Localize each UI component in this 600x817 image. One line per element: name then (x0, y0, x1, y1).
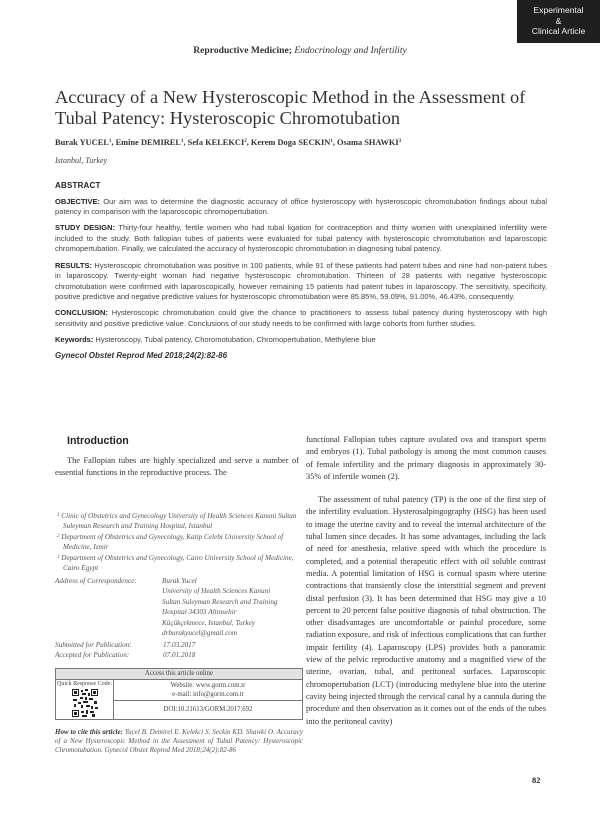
qr-label: Quick Response Code: (57, 681, 112, 687)
author-name: Emine DEMIREL (115, 138, 181, 147)
badge-line: Experimental (533, 5, 584, 15)
abstract-results (55, 261, 547, 303)
paragraph-gap (306, 483, 546, 494)
affiliation-number: 3 (57, 554, 60, 560)
left-column (55, 435, 299, 480)
paragraph: The assessment of tubal patency (TP) is the one of the first step of the infertility evaluation. Hysterosalpingography (HSG) has been used to image the uterine cavity and to reveal the internal architecture of the tubal lumen since decades. It has some advantages, including the lack of need for anesthesia, relative speed with which the procedure is completed, and a potential therapeutic effect with oil soluble contrast media. A potential limitation of HSG is cornual spasm where uterine contractions that transiently close the interstitial segment and prevent distal perfusion (3). It has been determined that HSG may give a 10 percent to 20 percent false positive diagnosis of tubal obstruction. The other disadvantages are uncomfortable or painful procedure, some radiation exposure, and risk of infectious complications that can further impair fertility (4). Laparoscopy (LPS) provides both a panoramic view of the pelvic reproductive anatomy and a magnified view of the uterine, ovarian, tubal, and peritoneal surfaces. Laparoscopic chromopertubation (LCT) (introducing methylene blue into the uterine cavity being injected through the cervical canal by a cannula during the procedure and then observation as it comes out of the ends of the tubes into the peritoneal cavity) (306, 495, 546, 726)
correspondence-block (55, 576, 305, 638)
article-type-badge (517, 0, 600, 43)
correspondence-row (55, 576, 305, 638)
affiliation-marker: 1 (180, 139, 184, 144)
website-cell (114, 680, 302, 701)
author-name: Sefa KELEKCI (187, 138, 245, 147)
abstract-study-design (55, 223, 547, 255)
author-name: Burak YUCEL (55, 138, 109, 147)
affiliation-marker: 2 (244, 139, 247, 144)
submitted-date: 17.03.2017 (163, 641, 196, 649)
submitted-label: Submitted for Publication: (55, 641, 132, 649)
abstract-heading: ABSTRACT (55, 181, 101, 190)
accepted-row (55, 650, 305, 660)
section-name: Reproductive Medicine; (193, 45, 292, 56)
right-column (306, 434, 546, 728)
abstract (55, 181, 547, 362)
how-to-cite-text: Yucel B. Demirel E. Kelekci S. Seckin KD. Shawki O. Accuracy of a New Hysteroscopic Method in the Assessment of Tubal Patency: Hysteroscopic Chromotubation. Gynecol Obstet Reprod Med 2018;24(2):82-86 (55, 728, 303, 754)
introduction-text-left (55, 455, 299, 480)
page-number: 82 (532, 776, 541, 785)
affiliation-marker: 1 (108, 139, 112, 144)
correspondence-label: Address of Correspondence: (55, 577, 137, 585)
author-name: Osama SHAWKI (337, 138, 399, 147)
design-text: Thirty-four healthy, fertile women who had tubal ligation for contraception and thirty women with unexplained infertility were included to the study. Both fallopian tubes of patients were evaluated for tubal patency with hysteroscopic chromotubation and laparoscopic chromopertubation. Finally, we calculated the accuracy of hysteroscopic chromotubation in diagnosing tubal patency. (55, 223, 547, 254)
correspondence-email[interactable]: drburakyucel@gmail.com (162, 629, 238, 638)
paragraph: The Fallopian tubes are highly specialized and serve a number of essential functions in the reproductive process. The (55, 456, 299, 478)
author-location: Istanbul, Turkey (55, 156, 107, 165)
doi-link[interactable]: DOI:10.21613/GORM.2017.692 (163, 706, 253, 713)
author-name: Kerem Doga SECKIN (250, 138, 331, 147)
affiliation-item (55, 511, 303, 532)
access-info (114, 680, 302, 719)
abstract-conclusion (55, 308, 547, 329)
how-to-cite (55, 728, 303, 754)
qr-code-icon[interactable] (72, 689, 98, 717)
address-line: University of Health Sciences Kanuni (162, 587, 271, 596)
access-body (56, 680, 302, 719)
conclusion-label: CONCLUSION: (55, 308, 108, 318)
affiliation-text: Department of Obstetrics and Gynecology, Katip Celebi University School of Medicine, Izmir (61, 532, 284, 552)
keywords (55, 335, 547, 346)
introduction-heading: Introduction (67, 435, 129, 447)
badge-line: Clinical Article (531, 26, 586, 37)
qr-cell (56, 680, 114, 719)
running-head (0, 45, 600, 56)
affiliation-item (55, 553, 303, 574)
address-line: Burak Yucel (162, 577, 197, 585)
affiliation-marker: 3 (398, 139, 402, 144)
accepted-date: 07.01.2018 (163, 651, 196, 660)
correspondence-address (162, 576, 278, 638)
article-title: Accuracy of a New Hysteroscopic Method in the Assessment of Tubal Patency: Hysteroscopic Chromotubation (55, 87, 526, 128)
affiliation-text: Department of Obstetrics and Gynecology, Cairo University School of Medicine, Cairo Egypt (61, 553, 294, 573)
affiliations (55, 511, 303, 573)
address-line: Hospital 34303 Altınsehir (162, 608, 237, 617)
website-link[interactable]: Website: www.gorm.com.tr (170, 682, 246, 689)
publication-dates (55, 640, 305, 660)
results-label: RESULTS: (55, 260, 92, 270)
email-link[interactable]: e-mail: info@gorm.com.tr (172, 690, 244, 698)
affiliation-item (55, 532, 303, 553)
access-heading: Access this article online (56, 669, 302, 680)
affiliation-marker: 1 (330, 139, 333, 144)
badge-line: & (555, 15, 562, 26)
introduction-text-right (306, 434, 546, 728)
address-line: Sultan Suleyman Research and Training (162, 597, 278, 606)
affiliation-number: 2 (57, 533, 60, 539)
journal-citation: Gynecol Obstet Reprod Med 2018;24(2):82-86 (55, 351, 228, 361)
accepted-label: Accepted for Publication: (55, 651, 130, 660)
results-text: Hysteroscopic chromotubation was positive in 100 patients, while 91 of these patients had patent tubes and nine had non-patent tubes in laparoscopy. Twenty-eight woman had negative hysteroscopic chromotubation. Thirteen of 28 patients with negative hysteroscopic chromotubation were confirmed with laparoscopically, however remaining 15 patients had patent tubes in laparoscopy. The sensitivity, specificity, positive predictive and negative predictive values for hysteroscopic chromotubation were 85.85%, 59.09%, 91.00%, 46.43%, consequently. (55, 260, 547, 302)
keywords-label: Keywords: (55, 335, 94, 345)
objective-text: Our aim was to determine the diagnostic accuracy of office hysteroscopy with hysteroscopic chromotubation findings about tubal patency in comparison with the laparoscopic chromopertubation. (55, 196, 547, 217)
objective-label: OBJECTIVE: (55, 196, 101, 206)
author-list: Burak YUCEL$^1$, Emine DEMIREL$^1$, Sefa KELEKCI$^2$, Kerem Doga SECKIN$^1$, Osama SHAWKI$^3$ (55, 138, 402, 147)
affiliation-text: Clinic of Obstetrics and Gynecology University of Health Sciences Kanuni Sultan Suleyman Research and Training Hospital, Istanbul (61, 512, 297, 531)
conclusion-text: Hysteroscopic chromotubation could give the chance to practitioners to assess tubal patency during hysteroscopy with high sensitivity and positive predictive value. Conclusions of our study needs to be confirmed with large cohorts from further studies. (55, 308, 547, 329)
access-online-box (55, 668, 303, 720)
paragraph: functional Fallopian tubes capture ovulated ova and transport sperm and embryos (1). Tubal pathology is among the most common causes of female infertility and the primary diagnosis in approximately 30-35% of infertile women (2). (306, 435, 546, 481)
address-line: Küçükçekmece, Istanbul, Turkey (162, 618, 256, 627)
submitted-row (55, 640, 305, 650)
how-to-cite-label: How to cite this article: (55, 728, 123, 736)
abstract-objective (55, 197, 547, 218)
design-label: STUDY DESIGN: (55, 223, 116, 233)
affiliation-number: 1 (57, 513, 60, 518)
subsection-name: Endocrinology and Infertility (294, 45, 407, 56)
keywords-text: Hysteroscopy, Tubal patency, Choromotubation, Chromopertubation, Methylene blue (93, 335, 376, 345)
